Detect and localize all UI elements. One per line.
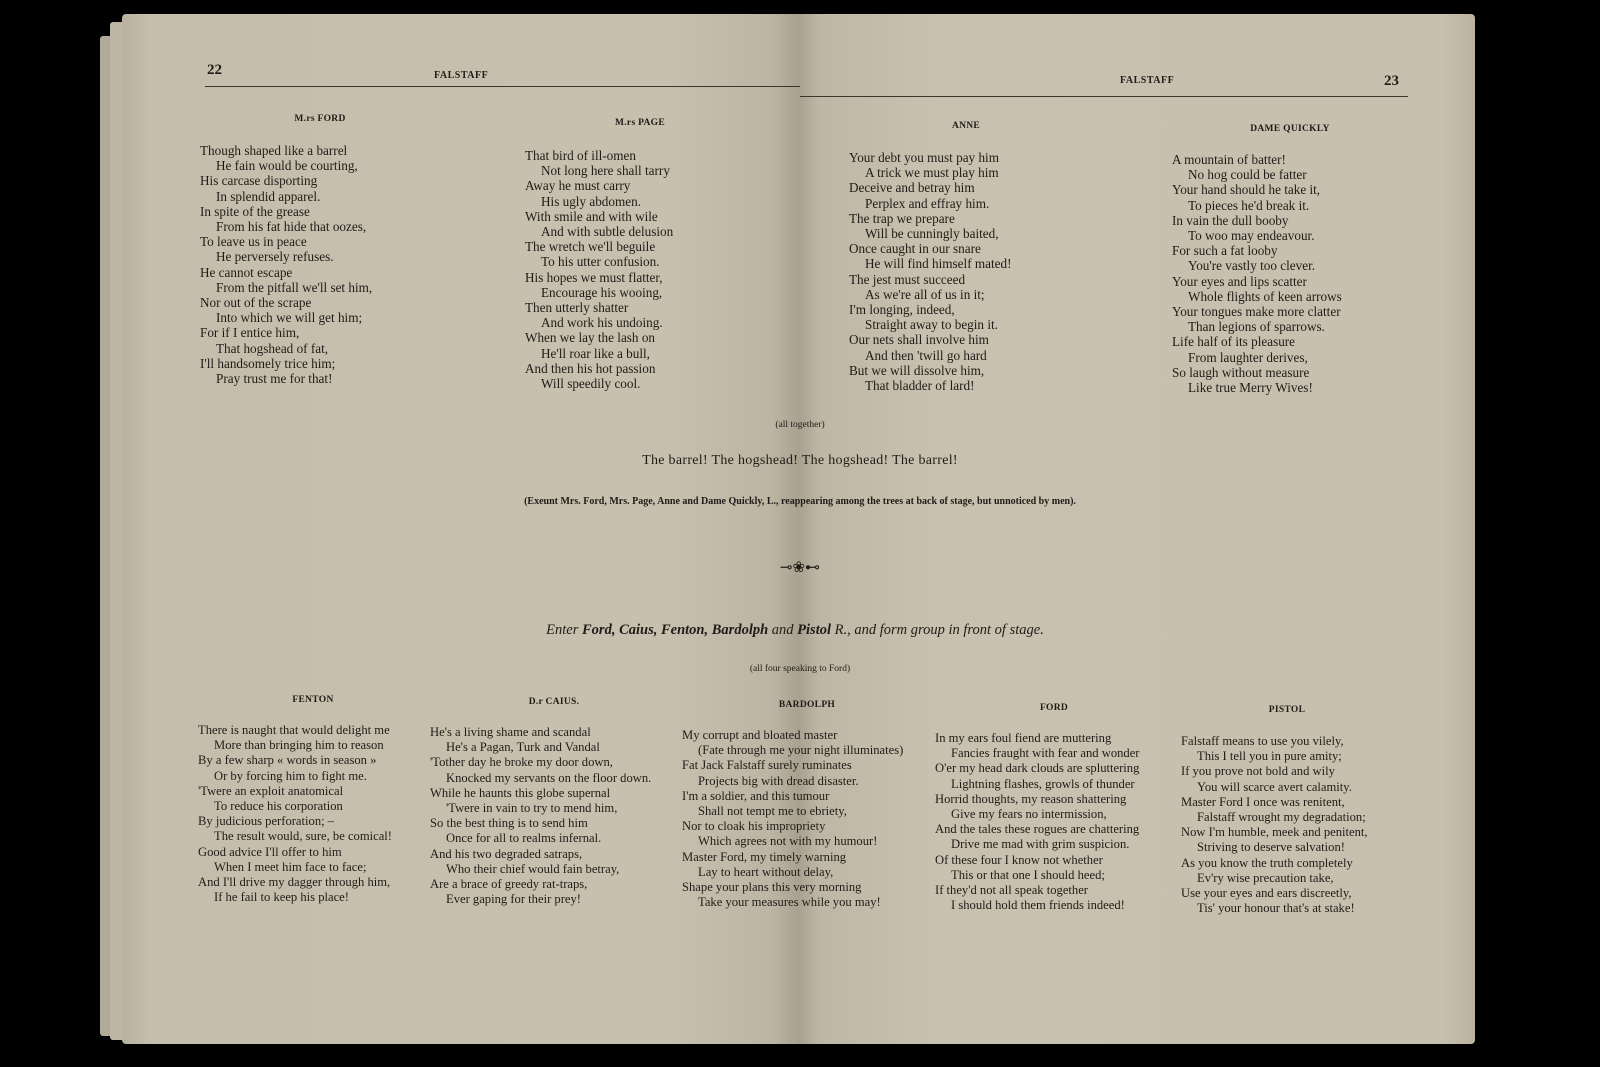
verse-line: He cannot escape — [200, 264, 293, 280]
verse-line: His ugly abdomen. — [541, 193, 641, 209]
verse-line: Falstaff means to use you vilely, — [1181, 734, 1344, 748]
verse-line: Lay to heart without delay, — [698, 864, 834, 879]
verse-line: Deceive and betray him — [849, 180, 975, 196]
verse-line: Not long here shall tarry — [541, 163, 670, 179]
verse-line: Whole flights of keen arrows — [1188, 288, 1342, 304]
role-anne: ANNE — [951, 121, 981, 131]
verse-line: Encourage his wooing, — [541, 284, 663, 300]
role-mrs-ford: M.rs FORD — [294, 114, 346, 124]
verse-line: By a few sharp « words in season » — [198, 753, 377, 768]
verse-line: Now I'm humble, meek and penitent, — [1181, 825, 1368, 840]
verse-line: Shape your plans this very morning — [682, 880, 862, 895]
verse-line: To reduce his corporation — [214, 799, 343, 814]
verse-line: So laugh without measure — [1172, 364, 1310, 380]
enter-post: R., and form group in front of stage. — [831, 622, 1044, 638]
verse-line: Drive me mad with grim suspicion. — [951, 837, 1130, 852]
verse-line: For if I entice him, — [200, 325, 300, 341]
verse-line: And his two degraded satraps, — [430, 846, 583, 861]
verse-line: Into which we will get him; — [216, 310, 363, 326]
verse-line: When I meet him face to face; — [214, 859, 367, 874]
verse-line: (Fate through me your night illuminates) — [698, 743, 904, 758]
verse-line: Will be cunningly baited, — [865, 226, 999, 242]
verse-line: Projects big with dread disaster. — [698, 773, 859, 788]
left-head-rule — [205, 86, 800, 87]
verse-line: Away he must carry — [525, 178, 631, 194]
verse-line: Then utterly shatter — [525, 300, 629, 316]
verse-line: I should hold them friends indeed! — [951, 898, 1125, 913]
verse-line: To his utter confusion. — [541, 254, 660, 270]
verse-line: In vain the dull booby — [1172, 212, 1289, 228]
exeunt-direction: (Exeunt Mrs. Ford, Mrs. Page, Anne and Dame Quickly, L., reappearing among the trees at back of stage, but unnoticed by men). — [524, 496, 1076, 507]
verse-line: To pieces he'd break it. — [1188, 197, 1310, 213]
verse-line: 'Twere in vain to try to mend him, — [446, 801, 618, 816]
verse-line: Life half of its pleasure — [1172, 334, 1296, 350]
left-page-number: 22 — [207, 62, 222, 78]
verse-fenton — [198, 723, 392, 905]
left-running-head: FALSTAFF — [434, 70, 489, 81]
verse-line: He's a living shame and scandal — [430, 725, 591, 739]
verse-line: I'll handsomely trice him; — [200, 355, 336, 371]
verse-line: And work his undoing. — [541, 315, 663, 331]
all-together-direction: (all together) — [775, 420, 825, 430]
verse-line: I'm a soldier, and this tumour — [682, 788, 830, 803]
verse-line: To leave us in peace — [200, 234, 307, 250]
all-four-direction: (all four speaking to Ford) — [749, 664, 851, 674]
verse-line: His carcase disporting — [200, 173, 318, 189]
verse-line: My corrupt and bloated master — [682, 728, 838, 742]
verse-anne — [849, 150, 1012, 393]
verse-line: While he haunts this globe supernal — [430, 785, 611, 800]
role-fenton: FENTON — [292, 695, 334, 705]
verse-line: And then his hot passion — [525, 360, 656, 376]
verse-line: The wretch we'll beguile — [525, 239, 656, 255]
verse-line: Ev'ry wise precaution take, — [1197, 870, 1334, 885]
verse-mrs-page — [525, 148, 673, 391]
verse-line: Falstaff wrought my degradation; — [1197, 810, 1366, 825]
verse-line: From laughter derives, — [1188, 349, 1308, 365]
verse-line: Fancies fraught with fear and wonder — [951, 746, 1140, 761]
verse-line: Striving to deserve salvation! — [1197, 840, 1345, 855]
verse-line: Of these four I know not whether — [935, 852, 1103, 867]
verse-line: He fain would be courting, — [216, 158, 358, 174]
verse-line: Nor out of the scrape — [200, 295, 312, 311]
role-ford: FORD — [1039, 703, 1069, 713]
verse-line: If he fail to keep his place! — [214, 890, 349, 905]
verse-line: By judicious perforation; – — [198, 814, 335, 829]
verse-line: Give my fears no intermission, — [951, 807, 1107, 822]
verse-line: Once caught in our snare — [849, 241, 981, 257]
verse-line: In my ears foul fiend are muttering — [935, 731, 1112, 745]
verse-line: So the best thing is to send him — [430, 816, 588, 831]
role-bardolph: BARDOLPH — [778, 700, 836, 710]
verse-line: Your tongues make more clatter — [1172, 304, 1341, 320]
verse-line: Which agrees not with my humour! — [698, 834, 878, 849]
verse-line: As you know the truth completely — [1181, 855, 1353, 870]
verse-line: From the pitfall we'll set him, — [216, 279, 373, 295]
verse-line: This or that one I should heed; — [951, 867, 1105, 882]
verse-bardolph — [682, 728, 903, 910]
verse-line: And then 'twill go hard — [865, 347, 987, 363]
role-dr-caius: D.r CAIUS. — [528, 697, 580, 707]
right-page-number: 23 — [1384, 73, 1399, 89]
enter-and: and — [768, 622, 798, 638]
role-dame-quickly: DAME QUICKLY — [1250, 124, 1330, 134]
verse-line: That bird of ill-omen — [525, 148, 636, 163]
role-mrs-page: M.rs PAGE — [614, 118, 665, 128]
verse-line: Our nets shall involve him — [849, 332, 989, 348]
verse-line: The jest must succeed — [849, 271, 966, 287]
verse-line: In splendid apparel. — [216, 188, 321, 204]
verse-line: Your debt you must pay him — [849, 150, 999, 165]
verse-line: Ever gaping for their prey! — [446, 892, 581, 907]
verse-line: And I'll drive my dagger through him, — [198, 875, 391, 890]
verse-line: 'Tother day he broke my door down, — [430, 755, 613, 770]
verse-line: If they'd not all speak together — [935, 883, 1088, 898]
verse-line: Tis' your honour that's at stake! — [1197, 901, 1355, 916]
verse-mrs-ford — [200, 143, 372, 386]
verse-line: In spite of the grease — [200, 203, 310, 219]
verse-line: Fat Jack Falstaff surely ruminates — [682, 758, 852, 773]
verse-dame-quickly — [1172, 152, 1342, 395]
verse-line: With smile and with wile — [525, 208, 658, 224]
right-running-head: FALSTAFF — [1120, 75, 1175, 86]
verse-line: I'm longing, indeed, — [849, 302, 955, 318]
verse-line: That hogshead of fat, — [216, 340, 329, 356]
verse-line: Though shaped like a barrel — [200, 143, 348, 158]
enter-direction — [400, 622, 1190, 639]
verse-line: To woo may endeavour. — [1188, 228, 1315, 244]
verse-line: Will speedily cool. — [541, 376, 641, 392]
verse-line: Knocked my servants on the floor down. — [446, 770, 652, 785]
verse-line: Take your measures while you may! — [698, 895, 881, 910]
verse-line: As we're all of us in it; — [865, 286, 985, 302]
verse-line: The trap we prepare — [849, 210, 955, 226]
verse-line: And the tales these rogues are chattering — [935, 822, 1140, 837]
verse-line: More than bringing him to reason — [214, 738, 384, 753]
verse-line: He will find himself mated! — [865, 256, 1012, 272]
verse-line: Lightning flashes, growls of thunder — [951, 776, 1135, 791]
enter-names: Ford, Caius, Fenton, Bardolph — [582, 622, 769, 638]
verse-line: Than legions of sparrows. — [1188, 319, 1325, 335]
verse-line: When we lay the lash on — [525, 330, 656, 346]
verse-line: Your hand should he take it, — [1172, 182, 1321, 198]
verse-line: Use your eyes and ears discreetly, — [1181, 886, 1352, 901]
verse-line: Or by forcing him to fight me. — [214, 768, 367, 783]
verse-line: No hog could be fatter — [1188, 167, 1307, 183]
verse-line: But we will dissolve him, — [849, 362, 985, 378]
verse-line: His hopes we must flatter, — [525, 269, 663, 285]
verse-line: Pray trust me for that! — [216, 371, 333, 387]
verse-line: Perplex and effray him. — [865, 195, 990, 211]
enter-pre: Enter — [546, 622, 583, 638]
role-pistol: PISTOL — [1268, 705, 1306, 715]
verse-line: Master Ford I once was renitent, — [1181, 794, 1345, 809]
verse-pistol — [1181, 734, 1368, 916]
verse-line: O'er my head dark clouds are spluttering — [935, 761, 1140, 776]
verse-line: Once for all to realms infernal. — [446, 831, 602, 846]
enter-name-last: Pistol — [797, 622, 832, 638]
verse-line: Who their chief would fain betray, — [446, 861, 620, 876]
verse-line: That bladder of lard! — [865, 378, 975, 394]
right-head-rule — [800, 96, 1408, 97]
verse-line: Straight away to begin it. — [865, 317, 998, 333]
verse-line: You're vastly too clever. — [1188, 258, 1316, 274]
verse-line: This I tell you in pure amity; — [1197, 749, 1342, 764]
verse-line: Like true Merry Wives! — [1188, 380, 1313, 396]
verse-line: He'll roar like a bull, — [541, 345, 650, 361]
verse-line: Good advice I'll offer to him — [198, 844, 342, 859]
verse-line: A mountain of batter! — [1172, 152, 1286, 167]
verse-line: There is naught that would delight me — [198, 723, 390, 737]
verse-line: Horrid thoughts, my reason shattering — [935, 791, 1127, 806]
verse-ford — [935, 731, 1140, 913]
verse-line: If you prove not bold and wily — [1181, 764, 1335, 779]
verse-line: Are a brace of greedy rat-traps, — [430, 877, 588, 892]
verse-line: The result would, sure, be comical! — [214, 829, 393, 844]
verse-line: And with subtle delusion — [541, 224, 674, 240]
verse-line: A trick we must play him — [865, 165, 999, 181]
verse-dr-caius — [430, 725, 651, 907]
verse-line: For such a fat looby — [1172, 243, 1278, 259]
ornament-divider: ⊸❀⊷ — [779, 560, 821, 576]
verse-line: You will scarce avert calamity. — [1197, 779, 1352, 794]
chorus-line: The barrel! The hogshead! The hogshead! The barrel! — [642, 453, 958, 468]
verse-line: He perversely refuses. — [216, 249, 334, 265]
verse-line: Nor to cloak his impropriety — [682, 819, 826, 834]
verse-line: Shall not tempt me to ebriety, — [698, 804, 847, 819]
verse-line: Your eyes and lips scatter — [1172, 273, 1307, 289]
verse-line: 'Twere an exploit anatomical — [198, 783, 344, 798]
verse-line: Master Ford, my timely warning — [682, 849, 847, 864]
verse-line: He's a Pagan, Turk and Vandal — [446, 740, 600, 755]
verse-line: From his fat hide that oozes, — [216, 219, 367, 235]
